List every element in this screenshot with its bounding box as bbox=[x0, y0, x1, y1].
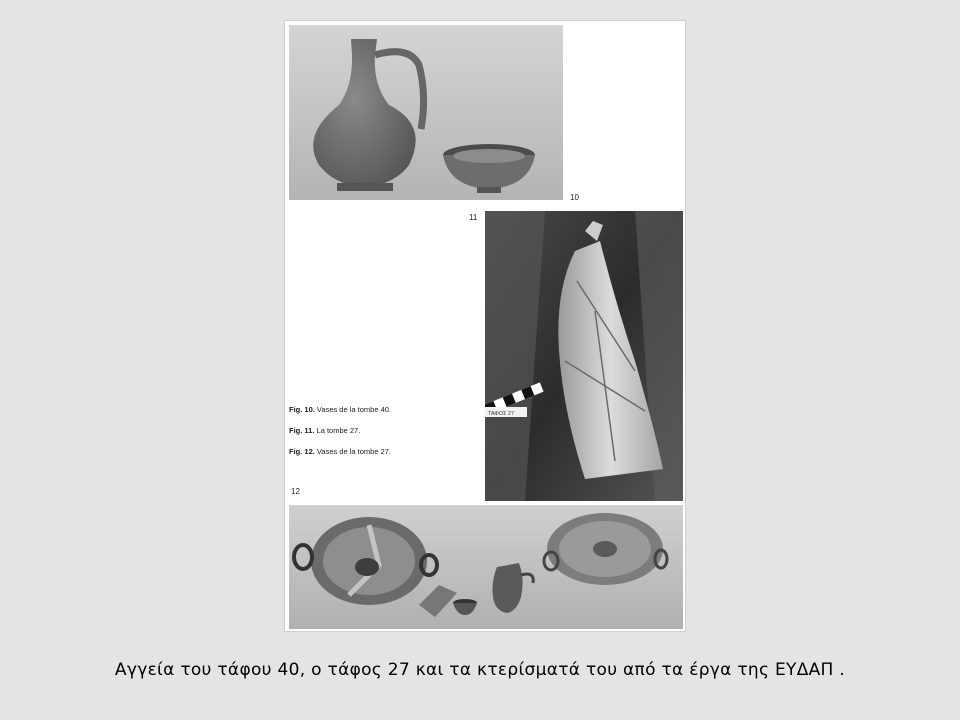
caption-fig12: Fig. 12. Vases de la tombe 27. bbox=[289, 447, 392, 456]
figure-11-photo bbox=[485, 211, 683, 501]
caption-fig11: Fig. 11. La tombe 27. bbox=[289, 426, 361, 435]
slide-caption: Αγγεία του τάφου 40, ο τάφος 27 και τα κτερίσματά του από τα έργα της ΕΥΔΑΠ . bbox=[114, 660, 846, 680]
scale-label: ΤΑΦΟΣ 27 bbox=[488, 411, 515, 417]
caption-fig10: Fig. 10. Vases de la tombe 40. bbox=[289, 405, 392, 414]
figure-12-number: 12 bbox=[291, 487, 300, 496]
figure-10-photo bbox=[289, 25, 563, 200]
figure-12-photo bbox=[289, 505, 683, 629]
figure-11-number: 11 bbox=[469, 213, 478, 222]
scanned-document-page bbox=[284, 20, 686, 632]
figure-10-number: 10 bbox=[570, 193, 579, 202]
figure-captions bbox=[289, 405, 479, 468]
